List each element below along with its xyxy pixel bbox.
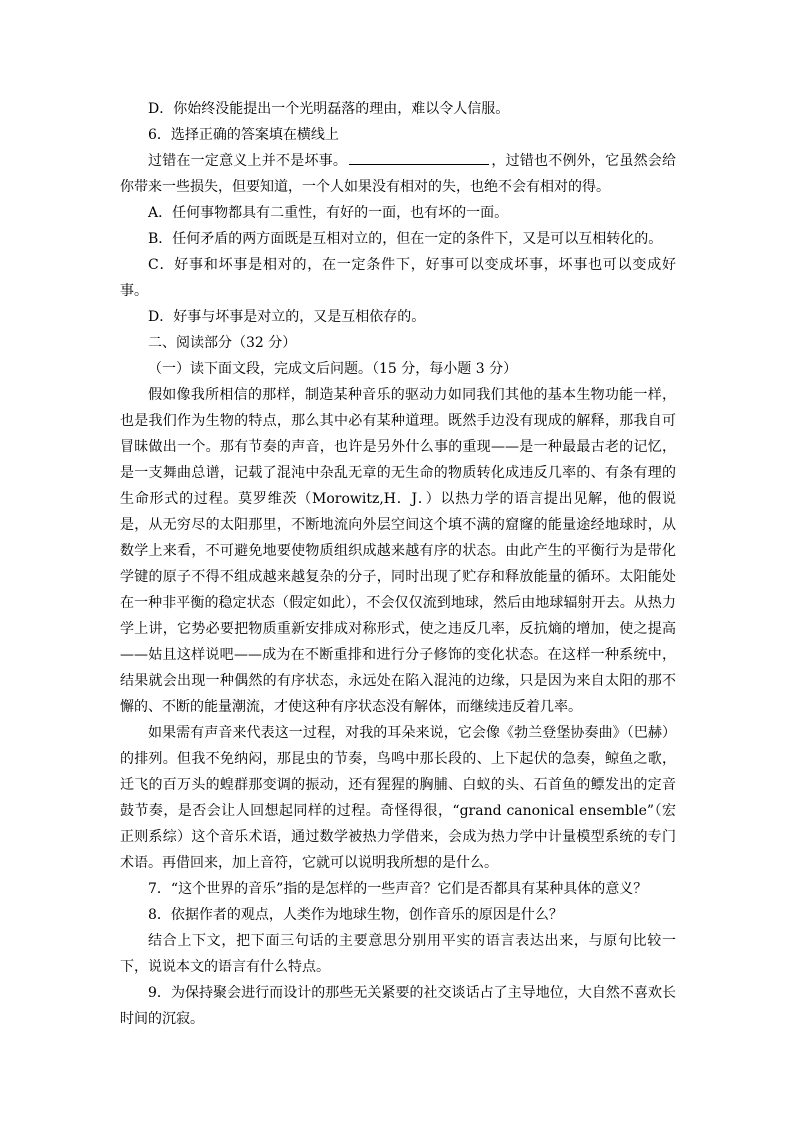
q6-stem: [120, 148, 676, 200]
q5-option-d: D．你始终没能提出一个光明磊落的理由，难以令人信服。: [148, 101, 510, 117]
answer-blank[interactable]: [349, 150, 489, 165]
q6-option-c: C．好事和坏事是相对的，在一定条件下，好事可以变成坏事，坏事也可以变成好事。: [120, 257, 676, 299]
q6-option-b: B．任何矛盾的两方面既是互相对立的，但在一定的条件下，又是可以互相转化的。: [148, 231, 663, 247]
question-7: 7．“这个世界的音乐”指的是怎样的一些声音？它们是否都具有某种具体的意义？: [148, 881, 648, 897]
passage-paragraph-1: 假如像我所相信的那样，制造某种音乐的驱动力如同我们其他的基本生物功能一样，也是我们作为生物的特点，那么其中必有某种道理。既然手边没有现成的解释，那我自可冒昧做出一个。那有节奏的声音，也许是另外什么事的重现——是一种最最古老的记忆，是一支舞曲总谱，记载了混沌中杂乱无章的无生命的物质转化成违反几率的、有条有理的生命形式的过程。莫罗维茨（Morowitz,H．J．）以热力学的语言提出见解，他的假说是，从无穷尽的太阳那里，不断地流向外层空间这个填不满的窟窿的能量途经地球时，从数学上来看，不可避免地要使物质组织成越来越有序的状态。由此产生的平衡行为是带化学键的原子不得不组成越来越复杂的分子，同时出现了贮存和释放能量的循环。太阳能处在一种非平衡的稳定状态（假定如此），不会仅仅流到地球，然后由地球辐射开去。从热力学上讲，它势必要把物质重新安排成对称形式，使之违反几率，反抗熵的增加，使之提高——姑且这样说吧——成为在不断重排和进行分子修饰的变化状态。在这样一种系统中，结果就会出现一种偶然的有序状态，永远处在陷入混沌的边缘，只是因为来自太阳的那不懈的、不断的能量潮流，才使这种有序状态没有解体，而继续违反着几率。: [120, 387, 676, 715]
question-9: 9．为保持聚会进行而设计的那些无关紧要的社交谈话占了主导地位，大自然不喜欢长时间的沉寂。: [120, 985, 676, 1027]
q6-stem-after: ，过错也不例外，它虽然会给你带来一些损失，但要知道，一个人如果没有相对的失，也绝不会有相对的得。: [120, 153, 677, 195]
document-page: [120, 96, 676, 1032]
passage-paragraph-2: 如果需有声音来代表这一过程，对我的耳朵来说，它会像《勃兰登堡协奏曲》（巴赫）的排列。但我不免纳闷，那昆虫的节奏，鸟鸣中那长段的、上下起伏的急奏，鲸鱼之歌，迁飞的百万头的蝗群那变调的振动，还有猩猩的胸脯、白蚁的头、石首鱼的鳔发出的定音鼓节奏，是否会让人回想起同样的过程。奇怪得很，“grand canonical ensemble”（宏正则系综）这个音乐术语，通过数学被热力学借来，会成为热力学中计量模型系统的专门术语。再借回来，加上音符，它就可以说明我所想的是什么。: [120, 725, 676, 871]
question-8: 8．依据作者的观点，人类作为地球生物，创作音乐的原因是什么？: [148, 907, 563, 923]
section-heading: 二、阅读部分（32 分）: [148, 335, 297, 351]
part-heading: （一）读下面文段，完成文后问题。（15 分，每小题 3 分）: [148, 361, 518, 377]
q6-option-d: D．好事与坏事是对立的，又是互相依存的。: [148, 309, 426, 325]
q6-option-a: A．任何事物都具有二重性，有好的一面，也有坏的一面。: [148, 205, 509, 221]
instruction: 结合上下文，把下面三句话的主要意思分别用平实的语言表达出来，与原句比较一下，说说本文的语言有什么特点。: [120, 933, 676, 975]
q6-stem-before: 过错在一定意义上并不是坏事。: [148, 153, 348, 169]
q6-title: 6．选择正确的答案填在横线上: [148, 127, 339, 143]
